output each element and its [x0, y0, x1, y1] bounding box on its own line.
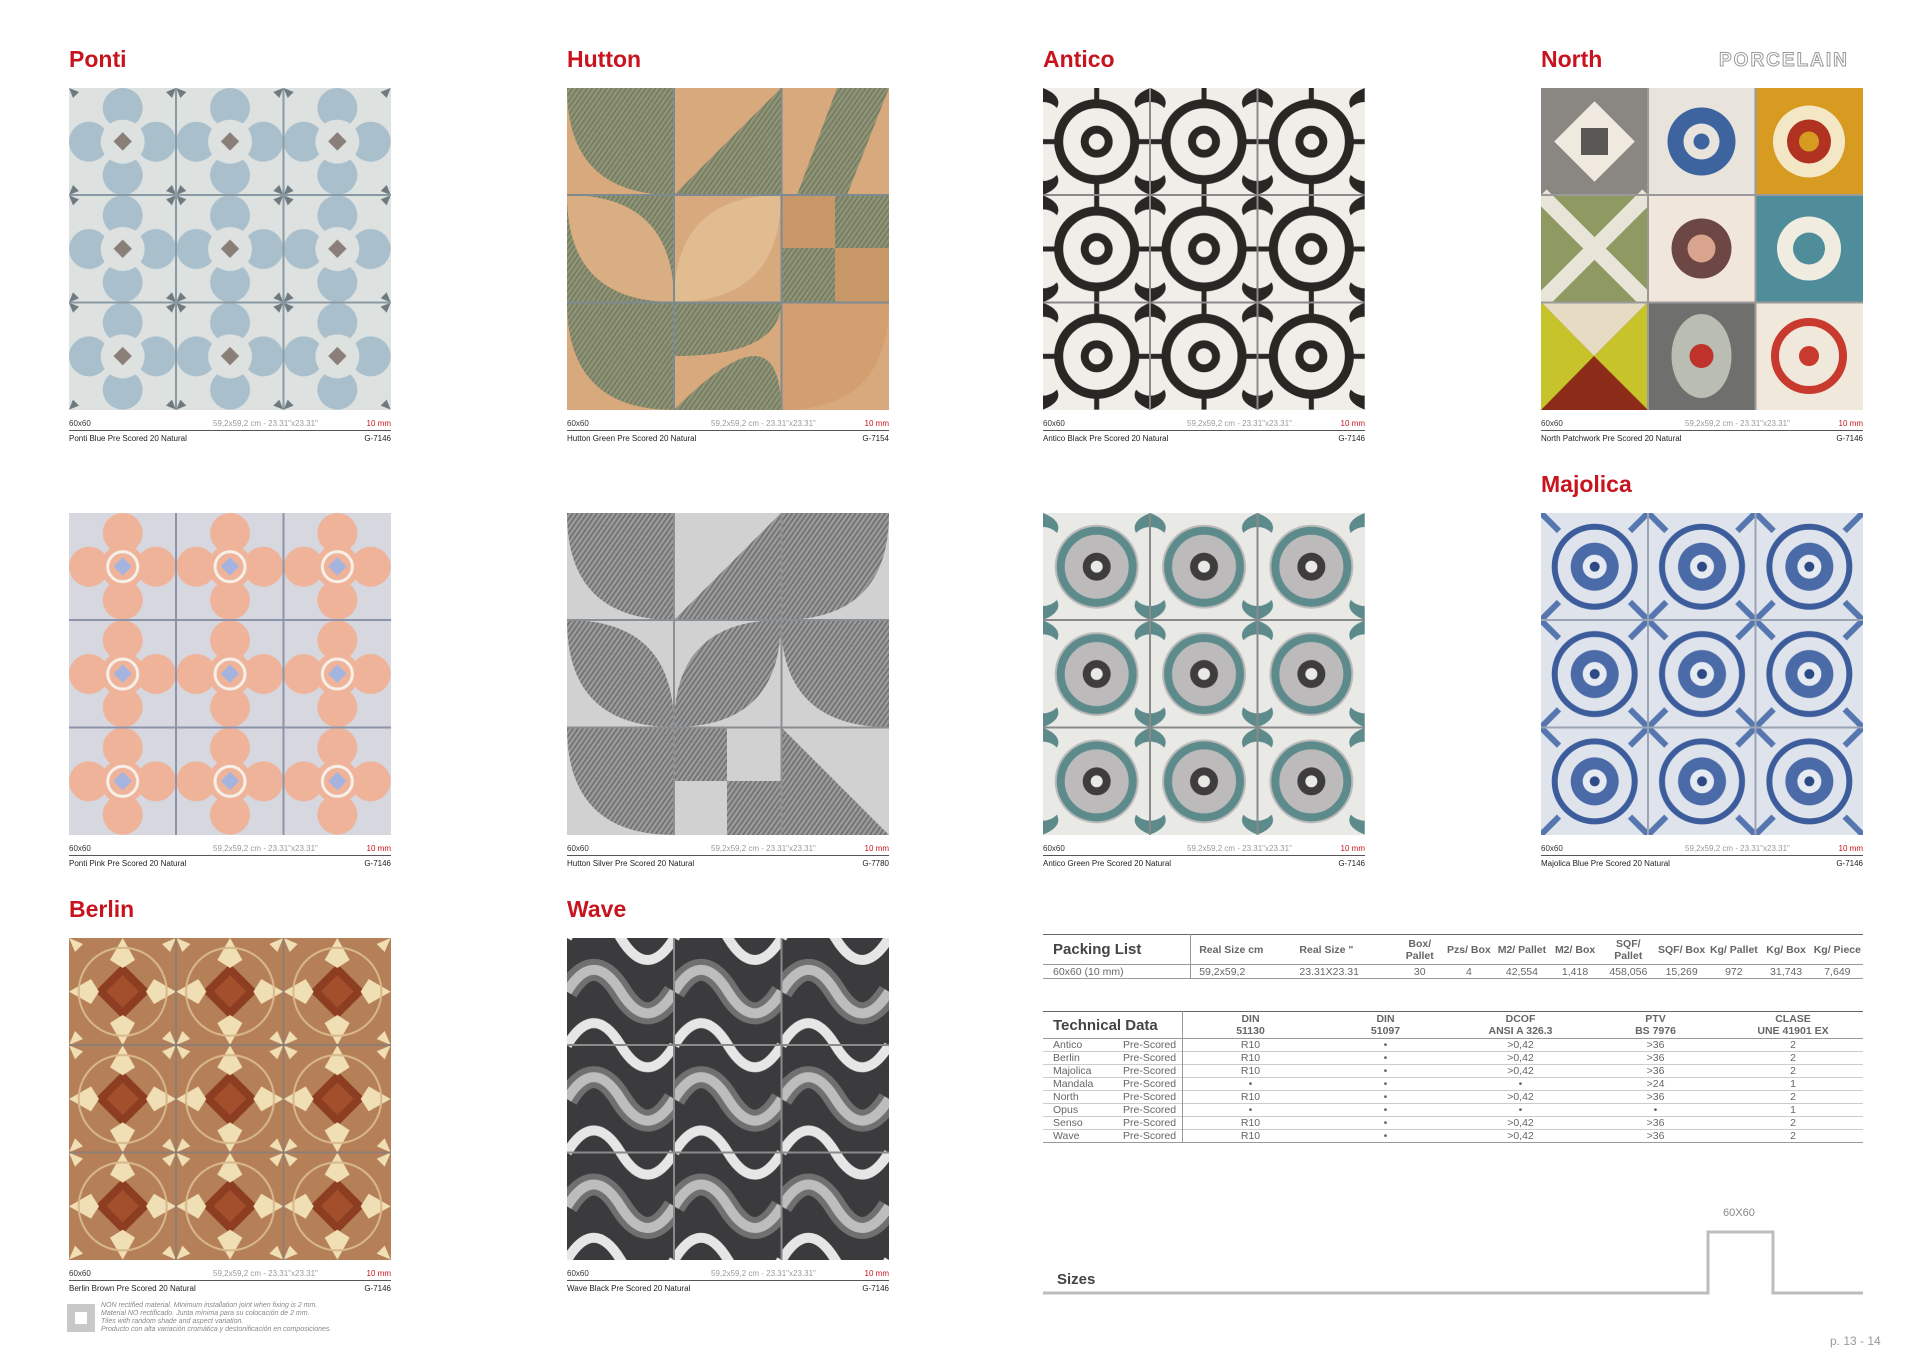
table-cell: 15,269	[1665, 965, 1698, 978]
table-cell: 972	[1725, 965, 1743, 978]
table-row	[1043, 965, 1863, 979]
tile-dimensions: 59,2x59,2 cm - 23.31"x23.31"	[711, 1269, 816, 1278]
packing-header-row	[1043, 935, 1863, 965]
table-row	[1043, 1078, 1863, 1091]
tile-image	[69, 513, 391, 835]
tile-thickness: 10 mm	[366, 419, 391, 428]
table-cell: •	[1383, 1104, 1388, 1116]
table-cell: •	[1383, 1130, 1388, 1142]
note-line: NON rectified material. Minimum installation joint when fixing is 2 mm.	[101, 1302, 318, 1309]
table-cell: >0,42	[1507, 1091, 1534, 1103]
table-cell: >0,42	[1507, 1052, 1534, 1064]
table-cell: 2	[1790, 1117, 1796, 1129]
tile-name: Majolica Blue Pre Scored 20 Natural	[1541, 859, 1670, 868]
tile-thickness: 10 mm	[1340, 844, 1365, 853]
table-cell: Majolica	[1053, 1065, 1092, 1077]
technical-data-table	[1043, 1011, 1863, 1143]
table-cell: 7,649	[1824, 965, 1851, 978]
table-cell: R10	[1240, 1091, 1261, 1103]
table-cell: •	[1383, 1039, 1388, 1051]
collection-title: Ponti	[69, 46, 127, 72]
table-cell: >36	[1646, 1091, 1665, 1103]
table-cell: •	[1518, 1078, 1523, 1090]
table-cell: •	[1383, 1091, 1388, 1103]
col-header: PTV	[1645, 1013, 1666, 1025]
table-cell: Pre-Scored	[1123, 1130, 1183, 1143]
col-header-sub: 51130	[1236, 1025, 1265, 1037]
col-header-sub: ANSI A 326.3	[1488, 1025, 1553, 1037]
table-cell: Pre-Scored	[1123, 1117, 1183, 1130]
collection-title: Majolica	[1541, 471, 1632, 497]
tile-dimensions: 59,2x59,2 cm - 23.31"x23.31"	[1685, 844, 1790, 853]
col-header: Kg/ Box	[1766, 943, 1806, 956]
tile-size: 60x60	[69, 419, 91, 428]
col-header: DIN	[1376, 1013, 1395, 1025]
table-cell: >36	[1646, 1065, 1665, 1077]
tile-image	[1541, 88, 1863, 410]
tile-image	[69, 938, 391, 1260]
table-cell: >0,42	[1507, 1065, 1534, 1077]
table-cell: >0,42	[1507, 1039, 1534, 1051]
tile-size: 60x60	[567, 1269, 589, 1278]
technical-data-title: Technical Data	[1043, 1012, 1183, 1039]
tile-dimensions: 59,2x59,2 cm - 23.31"x23.31"	[1187, 844, 1292, 853]
tile-thickness: 10 mm	[1838, 419, 1863, 428]
note-line: Material NO rectificado. Junta mínima para su colocación de 2 mm.	[101, 1310, 310, 1317]
table-cell: R10	[1240, 1117, 1261, 1129]
col-header-sub: UNE 41901 EX	[1757, 1025, 1829, 1037]
table-cell: 2	[1790, 1130, 1796, 1142]
col-header: Pzs/ Box	[1446, 943, 1491, 956]
table-cell: R10	[1240, 1130, 1261, 1142]
table-cell: Pre-Scored	[1123, 1039, 1183, 1052]
table-cell: Berlin	[1053, 1052, 1080, 1064]
table-cell: >0,42	[1507, 1130, 1534, 1142]
col-header: Real Size "	[1299, 943, 1354, 956]
table-cell: Pre-Scored	[1123, 1052, 1183, 1065]
sizes-title: Sizes	[1057, 1271, 1096, 1288]
table-cell: •	[1518, 1104, 1523, 1116]
tile-name: Hutton Green Pre Scored 20 Natural	[567, 434, 697, 443]
table-cell: Pre-Scored	[1123, 1104, 1183, 1117]
technical-header-row	[1043, 1012, 1863, 1039]
tile-thickness: 10 mm	[1340, 419, 1365, 428]
table-cell: •	[1248, 1078, 1253, 1090]
table-row	[1043, 1091, 1863, 1104]
table-cell: Pre-Scored	[1123, 1091, 1183, 1104]
col-header: Kg/ Piece	[1813, 943, 1861, 956]
table-row	[1043, 1130, 1863, 1143]
note-line: Tiles with random shade and aspect variation.	[101, 1318, 244, 1325]
tile-name: Antico Green Pre Scored 20 Natural	[1043, 859, 1172, 868]
table-cell: 23.31X23.31	[1299, 965, 1359, 978]
tile-code: G-7146	[862, 1284, 889, 1293]
tile-code: G-7146	[1836, 434, 1863, 443]
tile-size: 60x60	[567, 419, 589, 428]
tile-code: G-7146	[364, 859, 391, 868]
tile-size: 60x60	[1043, 844, 1065, 853]
tile-dimensions: 59,2x59,2 cm - 23.31"x23.31"	[711, 844, 816, 853]
tile-name: Antico Black Pre Scored 20 Natural	[1043, 434, 1169, 443]
table-cell: 42,554	[1505, 965, 1538, 978]
table-cell: Senso	[1053, 1117, 1083, 1129]
table-cell: 4	[1465, 965, 1472, 978]
tile-thickness: 10 mm	[864, 419, 889, 428]
tile-dimensions: 59,2x59,2 cm - 23.31"x23.31"	[213, 844, 318, 853]
tile-size: 60x60	[69, 844, 91, 853]
table-cell: Antico	[1053, 1039, 1083, 1051]
tile-image	[69, 88, 391, 410]
packing-list-title: Packing List	[1043, 935, 1191, 965]
table-cell: •	[1248, 1104, 1253, 1116]
table-row	[1043, 1104, 1863, 1117]
table-cell: 2	[1790, 1052, 1796, 1064]
col-header: CLASE	[1775, 1013, 1811, 1025]
table-cell: R10	[1240, 1052, 1261, 1064]
table-cell: •	[1383, 1052, 1388, 1064]
page-number: p. 13 - 14	[1830, 1334, 1881, 1348]
tile-thickness: 10 mm	[366, 1269, 391, 1278]
packing-list-table	[1043, 934, 1863, 979]
col-header-sub: BS 7976	[1635, 1025, 1676, 1037]
table-cell: Wave	[1053, 1130, 1080, 1142]
table-cell: •	[1653, 1104, 1658, 1116]
col-header: Kg/ Pallet	[1709, 943, 1758, 956]
table-cell: >24	[1646, 1078, 1665, 1090]
collection-title: Hutton	[567, 46, 642, 72]
tile-dimensions: 59,2x59,2 cm - 23.31"x23.31"	[213, 419, 318, 428]
tile-joint-icon	[67, 1304, 95, 1332]
table-cell: Opus	[1053, 1104, 1079, 1116]
table-cell: >36	[1646, 1117, 1665, 1129]
table-cell: Mandala	[1053, 1078, 1094, 1090]
collection-title: Wave	[567, 896, 627, 922]
table-cell: 1	[1790, 1104, 1796, 1116]
tile-name: Hutton Silver Pre Scored 20 Natural	[567, 859, 695, 868]
tile-code: G-7146	[364, 434, 391, 443]
tile-name: North Patchwork Pre Scored 20 Natural	[1541, 434, 1682, 443]
tile-thickness: 10 mm	[1838, 844, 1863, 853]
col-header: Box/ Pallet	[1405, 937, 1434, 962]
tile-code: G-7146	[1338, 859, 1365, 868]
col-header: DCOF	[1505, 1013, 1536, 1025]
note-line: Producto con alta variación cromática y destonificación en composiciones.	[101, 1326, 332, 1333]
sizes-diagram	[1043, 1195, 1863, 1295]
table-row	[1043, 1065, 1863, 1078]
tile-image	[567, 513, 889, 835]
table-cell: 2	[1790, 1091, 1796, 1103]
tile-name: Ponti Pink Pre Scored 20 Natural	[69, 859, 187, 868]
tile-image	[567, 938, 889, 1260]
table-cell: R10	[1240, 1065, 1261, 1077]
tile-code: G-7146	[364, 1284, 391, 1293]
tile-code: G-7146	[1836, 859, 1863, 868]
table-row	[1043, 1117, 1863, 1130]
table-cell: 1	[1790, 1078, 1796, 1090]
tile-name: Wave Black Pre Scored 20 Natural	[567, 1284, 691, 1293]
tile-image	[1541, 513, 1863, 835]
tile-thickness: 10 mm	[864, 844, 889, 853]
table-cell: 2	[1790, 1039, 1796, 1051]
table-cell: 1,418	[1561, 965, 1589, 978]
col-header: SQF/ Pallet	[1614, 937, 1643, 962]
col-header: Real Size cm	[1199, 943, 1264, 956]
tile-thickness: 10 mm	[366, 844, 391, 853]
col-header-sub: 51097	[1370, 1025, 1401, 1037]
collection-title: North	[1541, 46, 1603, 72]
table-cell: 2	[1790, 1065, 1796, 1077]
table-cell: 31,743	[1770, 965, 1803, 978]
table-cell: •	[1383, 1078, 1388, 1090]
tile-dimensions: 59,2x59,2 cm - 23.31"x23.31"	[1187, 419, 1292, 428]
tile-image	[1043, 513, 1365, 835]
tile-code: G-7146	[1338, 434, 1365, 443]
col-header: M2/ Pallet	[1497, 943, 1547, 956]
table-cell: >36	[1646, 1130, 1665, 1142]
table-row	[1043, 1039, 1863, 1052]
table-cell: R10	[1240, 1039, 1261, 1051]
col-header: DIN	[1241, 1013, 1260, 1025]
table-cell: North	[1053, 1091, 1079, 1103]
collection-title: Antico	[1043, 46, 1115, 72]
tile-thickness: 10 mm	[864, 1269, 889, 1278]
table-cell: >36	[1646, 1039, 1665, 1051]
tile-size: 60x60	[69, 1269, 91, 1278]
tile-size: 60x60	[1541, 844, 1563, 853]
tile-size: 60x60	[1043, 419, 1065, 428]
collection-title: Berlin	[69, 896, 135, 922]
tile-size: 60x60	[1541, 419, 1563, 428]
table-cell: Pre-Scored	[1123, 1065, 1183, 1078]
col-header: SQF/ Box	[1658, 943, 1706, 956]
tile-size: 60x60	[567, 844, 589, 853]
col-header: M2/ Box	[1554, 943, 1596, 956]
tile-image	[1043, 88, 1365, 410]
table-cell: 30	[1413, 965, 1426, 978]
tile-code: G-7154	[862, 434, 889, 443]
tile-image	[567, 88, 889, 410]
tile-dimensions: 59,2x59,2 cm - 23.31"x23.31"	[1685, 419, 1790, 428]
tile-name: Berlin Brown Pre Scored 20 Natural	[69, 1284, 196, 1293]
table-cell: 458,056	[1609, 965, 1648, 978]
category-label: PORCELAIN	[1719, 50, 1849, 71]
size-label: 60X60	[1723, 1207, 1755, 1219]
table-cell: •	[1383, 1065, 1388, 1077]
table-cell: •	[1383, 1117, 1388, 1129]
tile-name: Ponti Blue Pre Scored 20 Natural	[69, 434, 187, 443]
tile-code: G-7780	[862, 859, 889, 868]
table-row	[1043, 1052, 1863, 1065]
table-cell: 59,2x59,2	[1199, 965, 1246, 978]
table-cell: 60x60 (10 mm)	[1043, 965, 1191, 979]
table-cell: Pre-Scored	[1123, 1078, 1183, 1091]
table-cell: >36	[1646, 1052, 1665, 1064]
tile-dimensions: 59,2x59,2 cm - 23.31"x23.31"	[711, 419, 816, 428]
table-cell: >0,42	[1507, 1117, 1534, 1129]
tile-dimensions: 59,2x59,2 cm - 23.31"x23.31"	[213, 1269, 318, 1278]
